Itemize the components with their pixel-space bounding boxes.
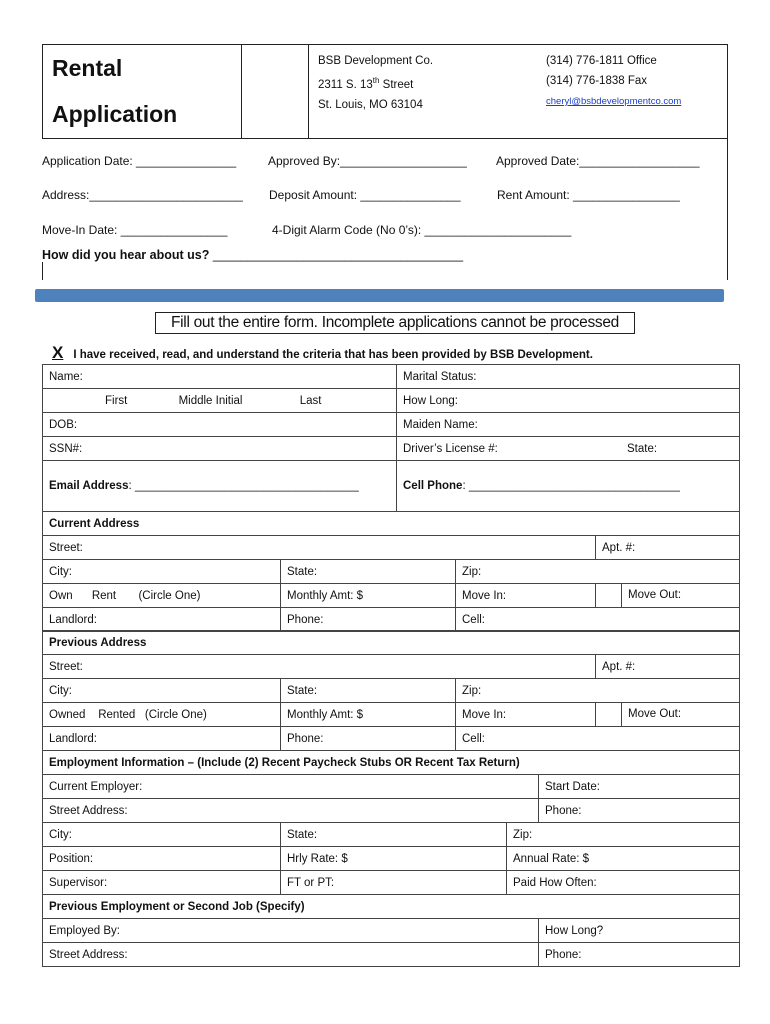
move-in-date-field[interactable]: Move-In Date: ________________ [42,223,228,237]
current-monthly-amt-field[interactable]: Monthly Amt: $ [281,584,456,608]
employed-by-field[interactable]: Employed By: [43,919,539,943]
company-divider [308,45,309,138]
previous-city-field[interactable]: City: [43,679,281,703]
current-cell-field[interactable]: Cell: [456,608,740,632]
email-label: Email Address [49,480,129,492]
heard-about-field[interactable] [42,248,463,262]
table-row [43,679,740,703]
previous-apt-field[interactable]: Apt. #: [596,655,740,679]
current-street-field[interactable]: Street: [43,536,596,560]
deposit-amount-field[interactable]: Deposit Amount: _______________ [269,188,461,202]
current-move-out-field[interactable] [596,584,740,608]
previous-employment-table [42,894,740,967]
table-row [43,461,740,512]
name-field[interactable]: Name: [43,365,397,389]
previous-move-out-label: Move Out: [628,708,682,720]
cell-phone-label: Cell Phone [403,480,463,492]
current-zip-field[interactable]: Zip: [456,560,740,584]
previous-zip-field[interactable]: Zip: [456,679,740,703]
annual-rate-field[interactable]: Annual Rate: $ [507,847,740,871]
current-apt-field[interactable]: Apt. #: [596,536,740,560]
previous-employment-heading: Previous Employment or Second Job (Specify) [43,895,740,919]
drivers-license-field[interactable] [397,437,740,461]
alarm-code-field[interactable]: 4-Digit Alarm Code (No 0’s): ______________________ [272,223,572,237]
table-row [43,703,740,727]
acknowledgement-text: I have received, read, and understand the criteria that has been provided by BSB Development. [73,349,593,361]
start-date-field[interactable]: Start Date: [539,775,740,799]
table-row [43,512,740,536]
current-city-field[interactable]: City: [43,560,281,584]
table-row [43,584,740,608]
maiden-name-field[interactable]: Maiden Name: [397,413,740,437]
email-line: : ___________________________________ [128,480,359,492]
current-address-table [42,511,740,632]
current-address-heading: Current Address [43,512,740,536]
marital-status-field[interactable]: Marital Status: [397,365,740,389]
previous-address-heading: Previous Address [43,631,740,655]
incomplete-notice: Fill out the entire form. Incomplete applications cannot be processed [155,312,635,334]
hrly-rate-field[interactable]: Hrly Rate: $ [281,847,507,871]
table-row [43,823,740,847]
employer-phone-field[interactable]: Phone: [539,799,740,823]
paid-how-often-field[interactable]: Paid How Often: [507,871,740,895]
address-field[interactable]: Address:_______________________ [42,188,243,202]
dob-field[interactable]: DOB: [43,413,397,437]
current-landlord-field[interactable]: Landlord: [43,608,281,632]
company-contact [546,51,681,112]
table-row [43,655,740,679]
table-row [43,871,740,895]
title-box [42,44,242,139]
employer-city-field[interactable]: City: [43,823,281,847]
supervisor-field[interactable]: Supervisor: [43,871,281,895]
company-name: BSB Development Co. [318,55,434,67]
prev-phone-field[interactable]: Phone: [539,943,740,967]
employer-street-field[interactable]: Street Address: [43,799,539,823]
table-row [43,895,740,919]
current-own-rent-field[interactable]: Own Rent (Circle One) [43,584,281,608]
rent-amount-field[interactable]: Rent Amount: ________________ [497,188,680,202]
employment-heading: Employment Information – (Include (2) Recent Paycheck Stubs OR Recent Tax Return) [43,751,740,775]
table-row [43,919,740,943]
table-row [43,560,740,584]
drivers-license-label: Driver’s License #: [403,442,498,455]
previous-move-out-field[interactable] [596,703,740,727]
title-line-2: Application [52,101,178,127]
prev-street-field[interactable]: Street Address: [43,943,539,967]
table-row [43,727,740,751]
previous-cell-field[interactable]: Cell: [456,727,740,751]
current-state-field[interactable]: State: [281,560,456,584]
application-date-field[interactable]: Application Date: _______________ [42,154,237,168]
cell-phone-field[interactable] [397,461,740,512]
table-row [43,631,740,655]
company-box [240,44,728,139]
company-address [318,51,433,115]
table-row [43,943,740,967]
table-row [43,389,740,413]
previous-monthly-amt-field[interactable]: Monthly Amt: $ [281,703,456,727]
applicant-table [42,364,740,512]
fax-phone: (314) 776-1838 Fax [546,75,648,87]
table-row [43,799,740,823]
previous-landlord-field[interactable]: Landlord: [43,727,281,751]
middle-initial-label: Middle Initial [178,394,243,407]
heard-about-label: How did you hear about us? [42,248,210,262]
ft-pt-field[interactable]: FT or PT: [281,871,507,895]
table-row [43,608,740,632]
employer-zip-field[interactable]: Zip: [507,823,740,847]
table-row [43,847,740,871]
table-row [43,365,740,389]
prev-how-long-field[interactable]: How Long? [539,919,740,943]
name-parts [43,389,397,413]
office-phone: (314) 776-1811 Office [546,55,657,67]
email-field[interactable] [43,461,397,512]
employer-state-field[interactable]: State: [281,823,507,847]
current-employer-field[interactable]: Current Employer: [43,775,539,799]
approved-date-field[interactable]: Approved Date:__________________ [496,154,700,168]
previous-state-field[interactable]: State: [281,679,456,703]
acknowledgement-line [52,343,593,363]
company-city: St. Louis, MO 63104 [318,98,423,111]
table-row [43,751,740,775]
table-row [43,775,740,799]
title-line-1: Rental [52,55,123,81]
current-move-in-field[interactable]: Move In: [456,584,596,608]
table-row [43,536,740,560]
ssn-field[interactable]: SSN#: [43,437,397,461]
position-field[interactable]: Position: [43,847,281,871]
office-fields-left-tick [42,262,43,280]
company-email-link[interactable]: cheryl@bsbdevelopmentco.com [546,96,682,107]
first-label: First [105,394,128,407]
how-long-field[interactable]: How Long: [397,389,740,413]
section-divider-band [35,289,724,302]
previous-phone-field[interactable]: Phone: [281,727,456,751]
cell-phone-line: : _________________________________ [462,480,680,492]
previous-move-in-field[interactable]: Move In: [456,703,596,727]
current-phone-field[interactable]: Phone: [281,608,456,632]
company-street: 2311 S. 13th Street [318,76,414,91]
previous-address-table [42,630,740,751]
table-row [43,413,740,437]
previous-own-rent-field[interactable]: Owned Rented (Circle One) [43,703,281,727]
table-row [43,437,740,461]
heard-about-line: ____________________________________ [209,248,464,262]
approved-by-field[interactable]: Approved By:___________________ [268,154,467,168]
employment-table [42,750,740,895]
current-move-out-label: Move Out: [628,589,682,601]
previous-street-field[interactable]: Street: [43,655,596,679]
acknowledgement-mark[interactable]: X [52,343,64,362]
last-label: Last [299,394,322,407]
dl-state-label: State: [627,442,658,455]
